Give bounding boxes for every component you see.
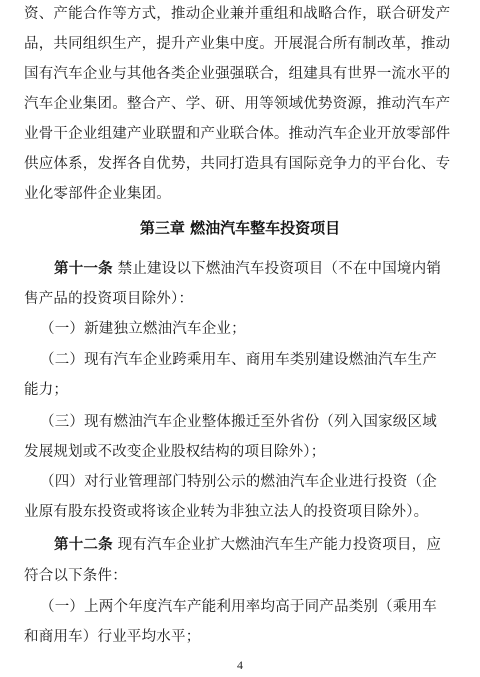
article-12-text-1: 现有汽车企业扩大燃油汽车生产能力投资项目，应 (112, 537, 442, 553)
article-11-item-4-line-2: 业原有股东投资或将该企业转为非独立法人的投资项目除外）。 (24, 504, 429, 520)
intro-line-7: 业化零部件企业集团。 (24, 186, 171, 202)
article-11-item-3-line-1: （三）现有燃油汽车企业整体搬迁至外省份（列入国家级区域 (40, 414, 437, 430)
article-12-item-1-line-2: 和商用车）行业平均水平； (24, 629, 201, 645)
article-12-item-1-line-1: （一）上两个年度汽车产能利用率均高于同产品类别（乘用车 (40, 599, 437, 615)
intro-line-1: 资、产能合作等方式，推动企业兼并重组和战略合作，联合研发产 (24, 6, 451, 22)
article-11-label: 第十一条 (54, 260, 113, 277)
article-11-item-2-line-2: 能力； (24, 382, 69, 398)
intro-line-2: 品，共同组织生产，提升产业集中度。开展混合所有制改革，推动 (24, 36, 451, 52)
article-11-text-1: 禁止建设以下燃油汽车投资项目（不在中国境内销 (112, 261, 442, 277)
intro-line-4: 汽车企业集团。整合产、学、研、用等领域优势资源，推动汽车产 (24, 96, 451, 112)
article-11-first-line (54, 259, 480, 279)
intro-line-3: 国有汽车企业与其他各类企业强强联合，组建具有世界一流水平的 (24, 66, 451, 82)
article-11-text-2: 售产品的投资项目除外）： (24, 291, 194, 307)
article-11-item-1: （一）新建独立燃油汽车企业； (40, 321, 246, 337)
intro-line-6: 供应体系，发挥各自优势，共同打造具有国际竞争力的平台化、专 (24, 156, 451, 172)
article-11-item-4-line-1: （四）对行业管理部门特别公示的燃油汽车企业进行投资（企 (40, 474, 437, 490)
article-12-label: 第十二条 (54, 536, 113, 553)
article-11-item-3-line-2: 发展规划或不改变企业股权结构的项目除外）； (24, 444, 326, 460)
article-11-item-2-line-1: （二）现有汽车企业跨乘用车、商用车类别建设燃油汽车生产 (40, 352, 437, 368)
intro-line-5: 业骨干企业组建产业联盟和产业联合体。推动汽车企业开放零部件 (24, 126, 451, 142)
page-number: 4 (237, 658, 243, 672)
article-12-first-line (54, 535, 480, 555)
chapter-heading: 第三章 燃油汽车整车投资项目 (139, 219, 341, 237)
article-12-text-2: 符合以下条件： (24, 568, 127, 584)
